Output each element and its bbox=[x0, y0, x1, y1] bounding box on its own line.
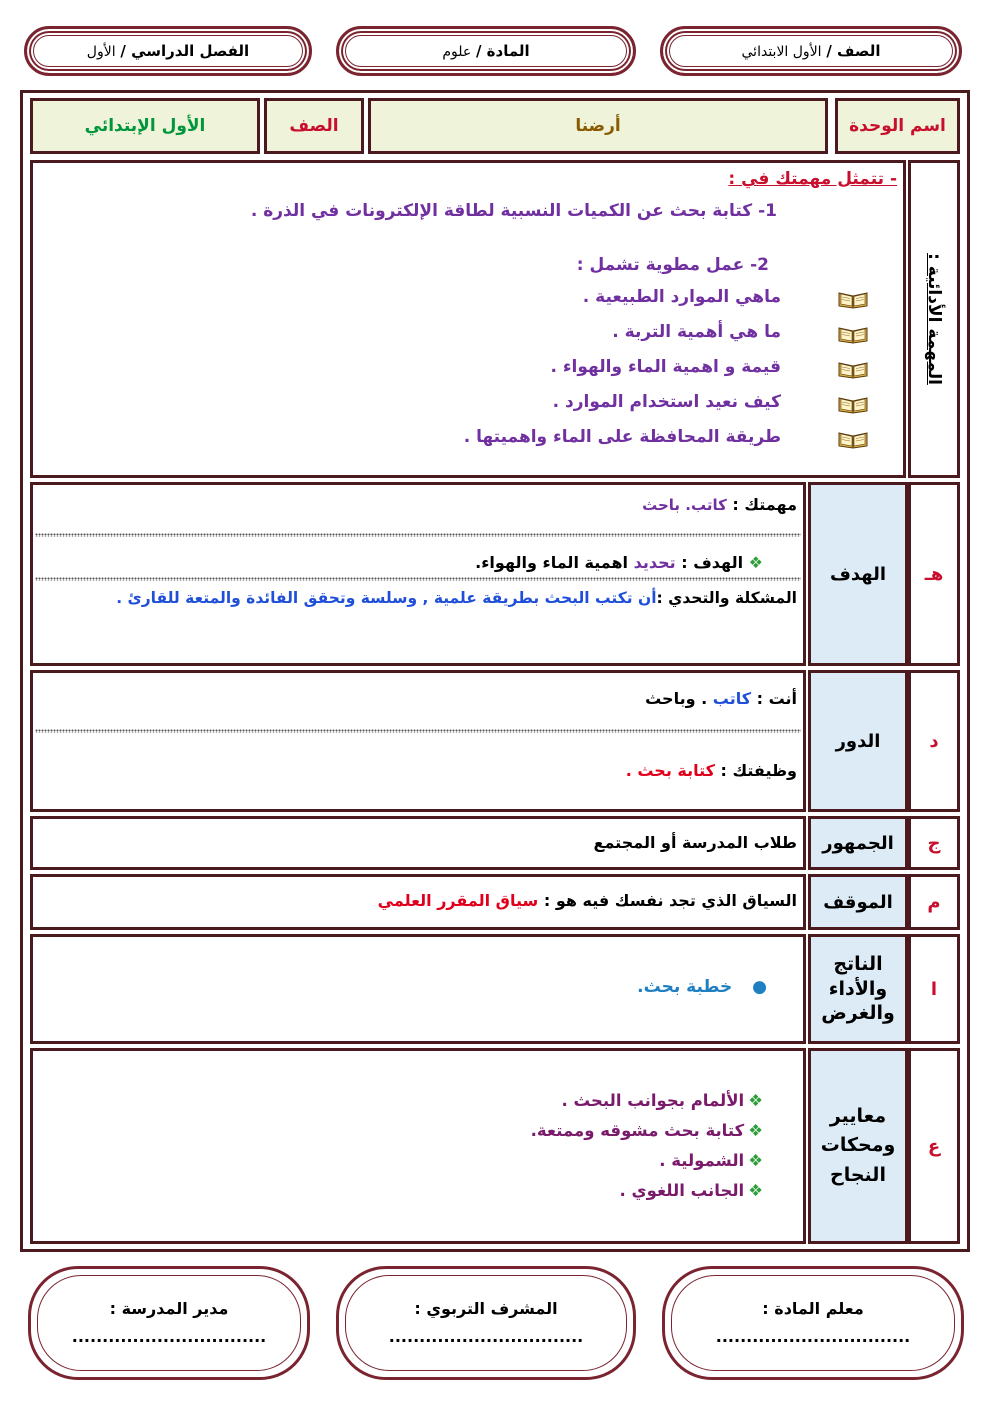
unit-label-cell bbox=[835, 98, 960, 154]
header-term-value: الأول bbox=[86, 44, 116, 60]
diamond-icon: ❖ bbox=[748, 1151, 763, 1170]
criteria-item bbox=[659, 1151, 763, 1170]
grade-value: الأول الإبتدائي bbox=[84, 116, 206, 136]
principal-dots: ................................ bbox=[71, 1327, 267, 1346]
situation-label: الموقف bbox=[823, 891, 893, 913]
header-subject-label: المادة / bbox=[475, 42, 530, 60]
book-icon bbox=[837, 324, 869, 344]
book-icon bbox=[837, 359, 869, 379]
header-grade-label: الصف / bbox=[826, 42, 881, 60]
teacher-dots: ................................ bbox=[715, 1327, 911, 1346]
diamond-icon: ❖ bbox=[748, 553, 763, 572]
role-label-cell bbox=[808, 670, 908, 812]
diamond-icon: ❖ bbox=[748, 1121, 763, 1140]
you-line bbox=[645, 689, 797, 708]
criteria-item bbox=[562, 1091, 763, 1110]
task-item-1: 1- كتابة بحث عن الكميات النسبية لطاقة الإلكترونات في الذرة . bbox=[250, 201, 777, 221]
problem-line bbox=[116, 589, 797, 607]
situation-content-cell bbox=[30, 874, 806, 930]
goal-content-cell bbox=[30, 482, 806, 666]
goal-label: الهدف bbox=[829, 563, 887, 585]
you-label: أنت : bbox=[756, 689, 797, 708]
role-label: الدور bbox=[835, 730, 881, 752]
situation-text: السياق الذي تجد نفسك فيه هو : bbox=[543, 891, 797, 910]
book-icon bbox=[837, 429, 869, 449]
task-content-cell bbox=[30, 160, 906, 478]
header-term-pill bbox=[24, 26, 312, 76]
principal-signature-box bbox=[28, 1266, 310, 1380]
criteria-letter-cell bbox=[908, 1048, 960, 1244]
job-value: كتابة بحث . bbox=[625, 761, 715, 780]
criteria-item-text: الشمولية . bbox=[659, 1151, 745, 1170]
diamond-icon: ❖ bbox=[748, 1091, 763, 1110]
header-subject-pill bbox=[336, 26, 636, 76]
criteria-item-text: كتابة بحث مشوقه وممتعة. bbox=[530, 1121, 745, 1140]
criteria-content-cell bbox=[30, 1048, 806, 1244]
job-label: وظيفتك : bbox=[720, 761, 797, 780]
criteria-label-line-1: معايير bbox=[829, 1104, 887, 1127]
role-letter-cell bbox=[908, 670, 960, 812]
product-letter-cell bbox=[908, 934, 960, 1044]
situation-label-cell bbox=[808, 874, 908, 930]
product-label-line-1: الناتج bbox=[833, 952, 883, 975]
dotted-divider bbox=[35, 729, 801, 733]
unit-value-cell bbox=[368, 98, 828, 154]
role-letter: د bbox=[929, 730, 939, 752]
you-value: كاتب bbox=[712, 689, 752, 708]
task-subitem: طريقة المحافظة على الماء واهميتها . bbox=[463, 427, 781, 447]
task-side-cell bbox=[908, 160, 960, 478]
task-subitem: ما هي أهمية التربة . bbox=[612, 322, 781, 342]
task-subitem: ماهي الموارد الطبيعية . bbox=[582, 287, 781, 307]
criteria-item-text: الجانب اللغوي . bbox=[619, 1181, 745, 1200]
audience-value: طلاب المدرسة أو المجتمع bbox=[593, 833, 797, 852]
header-grade-value: الأول الابتدائي bbox=[741, 44, 822, 60]
supervisor-dots: ................................ bbox=[388, 1327, 584, 1346]
audience-label: الجمهور bbox=[822, 832, 894, 854]
product-value: خطبة بحث. bbox=[637, 977, 733, 997]
job-line bbox=[626, 761, 797, 780]
teacher-signature-box bbox=[662, 1266, 964, 1380]
situation-letter: م bbox=[927, 891, 941, 913]
product-label-line-2: والأداء bbox=[828, 977, 888, 1000]
problem-value: أن تكتب البحث بطريقة علمية , وسلسة وتحقق الفائدة والمتعة للقارئ . bbox=[116, 589, 657, 607]
product-content-cell bbox=[30, 934, 806, 1044]
criteria-item bbox=[531, 1121, 763, 1140]
book-icon bbox=[837, 394, 869, 414]
role-content-cell bbox=[30, 670, 806, 812]
audience-label-cell bbox=[808, 816, 908, 870]
header-subject-value: علوم bbox=[442, 44, 472, 60]
diamond-icon: ❖ bbox=[748, 1181, 763, 1200]
supervisor-signature-box bbox=[336, 1266, 636, 1380]
mission-label: مهمتك : bbox=[732, 495, 797, 514]
goal-letter: هـ bbox=[924, 563, 944, 585]
unit-value: أرضنا bbox=[575, 116, 621, 136]
bullet-icon: ● bbox=[752, 977, 767, 997]
criteria-item bbox=[619, 1181, 763, 1200]
audience-content-cell bbox=[30, 816, 806, 870]
unit-label: اسم الوحدة bbox=[849, 116, 946, 136]
header-term-label: الفصل الدراسي / bbox=[120, 42, 250, 60]
book-icon bbox=[837, 289, 869, 309]
goal-rest: اهمية الماء والهواء. bbox=[475, 553, 629, 572]
grade-value-cell bbox=[30, 98, 260, 154]
product-label-cell bbox=[808, 934, 908, 1044]
situation-line bbox=[378, 891, 797, 910]
grade-label: الصف bbox=[289, 116, 339, 136]
product-line bbox=[637, 977, 767, 997]
principal-label: مدير المدرسة : bbox=[109, 1299, 229, 1318]
audience-letter: ج bbox=[927, 832, 941, 854]
criteria-label-line-2: ومحكات bbox=[820, 1134, 896, 1157]
task-side-label: المهمة الأدائية : bbox=[924, 253, 944, 385]
criteria-label-line-3: النجاح bbox=[830, 1163, 886, 1186]
mission-value: كاتب. باحث bbox=[642, 496, 727, 514]
problem-label: المشكلة والتحدي : bbox=[656, 589, 797, 607]
dotted-divider bbox=[35, 577, 801, 581]
task-item-2: 2- عمل مطوية تشمل : bbox=[576, 255, 769, 275]
goal-line-label: الهدف : bbox=[681, 553, 744, 572]
task-subitem: كيف نعيد استخدام الموارد . bbox=[552, 392, 781, 412]
goal-label-cell bbox=[808, 482, 908, 666]
goal-line bbox=[475, 553, 763, 572]
audience-letter-cell bbox=[908, 816, 960, 870]
task-intro: - تتمثل مهمتك في : bbox=[728, 169, 897, 189]
header-grade-pill bbox=[660, 26, 962, 76]
teacher-label: معلم المادة : bbox=[762, 1299, 864, 1318]
goal-highlight: تحديد bbox=[633, 553, 676, 572]
mission-line bbox=[642, 495, 797, 514]
you-rest: . وباحث bbox=[645, 689, 708, 708]
task-subitem: قيمة و اهمية الماء والهواء . bbox=[550, 357, 781, 377]
supervisor-label: المشرف التربوي : bbox=[414, 1299, 558, 1318]
situation-letter-cell bbox=[908, 874, 960, 930]
criteria-item-text: الألمام بجوانب البحث . bbox=[561, 1091, 745, 1110]
goal-letter-cell bbox=[908, 482, 960, 666]
situation-value: سياق المقرر العلمي bbox=[377, 891, 539, 910]
product-label-line-3: والغرض bbox=[821, 1002, 895, 1025]
dotted-divider bbox=[35, 533, 801, 537]
grade-label-cell bbox=[264, 98, 364, 154]
criteria-letter: ع bbox=[927, 1135, 941, 1157]
criteria-label-cell bbox=[808, 1048, 908, 1244]
product-letter: ا bbox=[930, 978, 938, 1000]
